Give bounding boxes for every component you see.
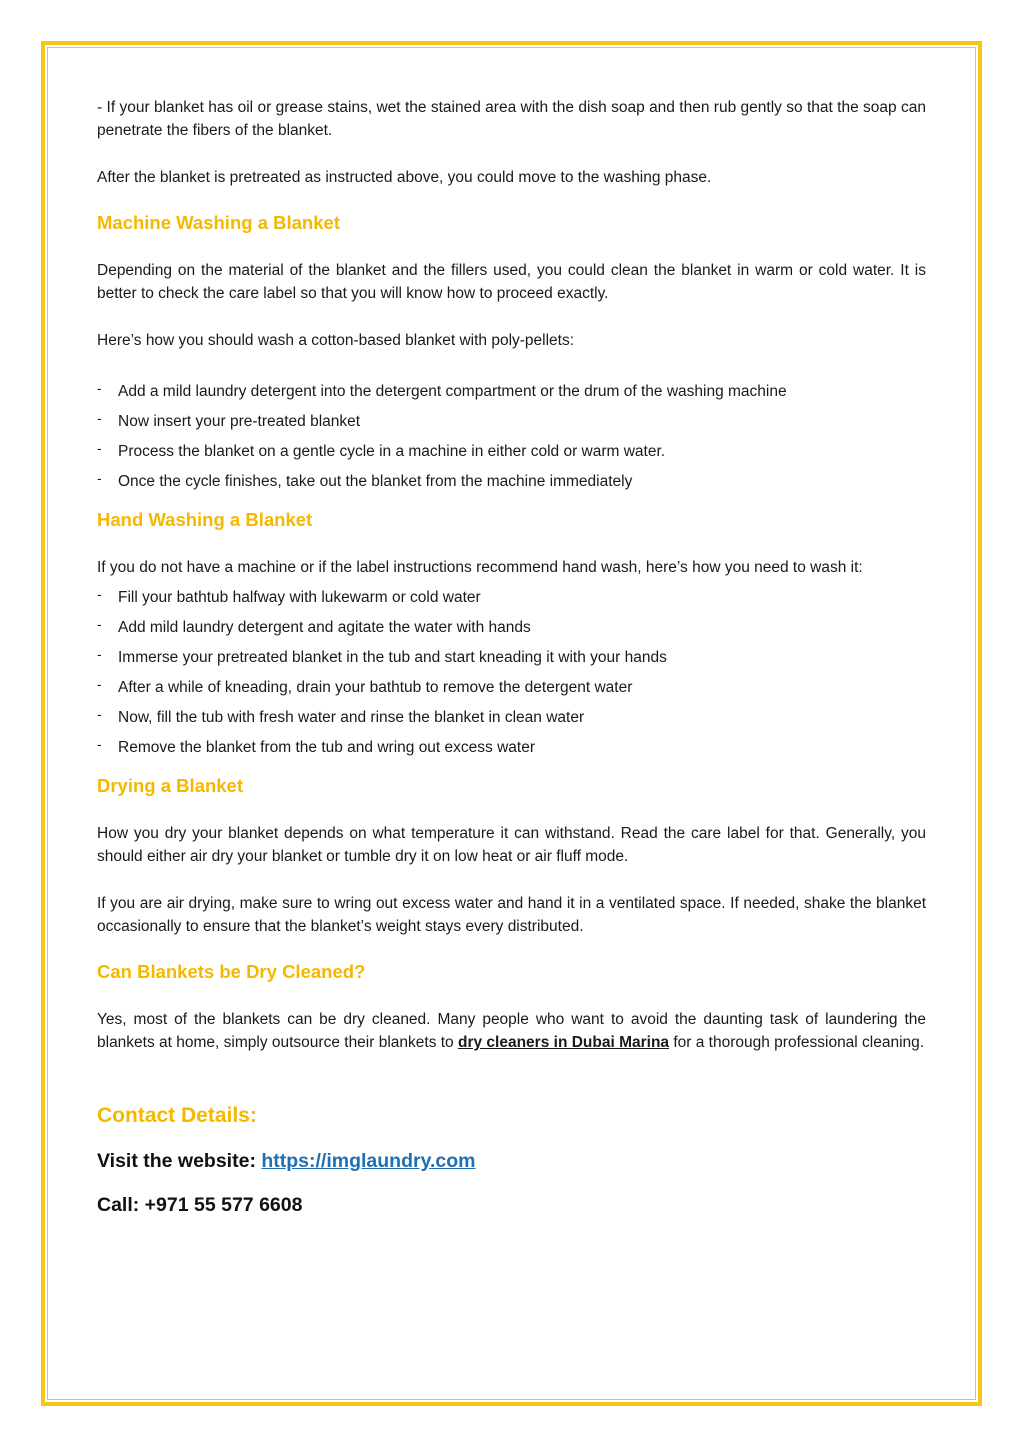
dash-bullet: - (97, 586, 102, 602)
hand-washing-heading: Hand Washing a Blanket (97, 509, 313, 530)
list-item: - Process the blanket on a gentle cycle in a machine in either cold or warm water. (97, 440, 926, 463)
list-item: - Once the cycle finishes, take out the blanket from the machine immediately (97, 470, 926, 493)
list-item: - Now insert your pre-treated blanket (97, 410, 926, 433)
machine-paragraph-2: Here’s how you should wash a cotton-based blanket with poly-pellets: (97, 332, 575, 349)
list-item: - Remove the blanket from the tub and wring out excess water (97, 736, 926, 759)
after-pretreat-paragraph: After the blanket is pretreated as instructed above, you could move to the washing phase. (97, 169, 712, 186)
call-line: Call: +971 55 577 6608 (97, 1194, 303, 1216)
oil-stain-paragraph: - If your blanket has oil or grease stains, wet the stained area with the dish soap and then rub gently so that the soap can penetrate the fibers of the blanket. (97, 99, 926, 139)
dry-clean-paragraph: Yes, most of the blankets can be dry cleaned. Many people who want to avoid the daunting task of laundering the blankets at home, simply outsource their blankets to dry cleaners in Dubai Marina for a thorough professional cleaning. (97, 1011, 926, 1051)
machine-paragraph-1: Depending on the material of the blanket and the fillers used, you could clean the blanket in warm or cold water. It is better to check the care label so that you will know how to proceed exactly. (97, 262, 926, 302)
dash-bullet: - (97, 706, 102, 722)
machine-steps-list (97, 380, 926, 493)
dry-clean-heading: Can Blankets be Dry Cleaned? (97, 961, 366, 982)
dash-bullet: - (97, 676, 102, 692)
list-item: - Add mild laundry detergent and agitate the water with hands (97, 616, 926, 639)
drying-paragraph-1: How you dry your blanket depends on what temperature it can withstand. Read the care label for that. Generally, you should either air dry your blanket or tumble dry it on low heat or air fluff mode. (97, 825, 926, 865)
list-item: - Immerse your pretreated blanket in the tub and start kneading it with your hands (97, 646, 926, 669)
dry-cleaners-link[interactable]: dry cleaners in Dubai Marina (458, 1034, 670, 1051)
list-item: - After a while of kneading, drain your bathtub to remove the detergent water (97, 676, 926, 699)
document-body (97, 96, 926, 1219)
website-line: Visit the website: https://imglaundry.com (97, 1150, 476, 1172)
drying-heading: Drying a Blanket (97, 775, 243, 796)
dash-bullet: - (97, 646, 102, 662)
list-item: - Add a mild laundry detergent into the detergent compartment or the drum of the washing machine (97, 380, 926, 403)
drying-paragraph-2: If you are air drying, make sure to wring out excess water and hand it in a ventilated space. If needed, shake the blanket occasionally to ensure that the blanket’s weight stays every distributed. (97, 895, 926, 935)
dash-bullet: - (97, 380, 102, 396)
website-link[interactable]: https://imglaundry.com (261, 1150, 476, 1172)
list-item: - Now, fill the tub with fresh water and rinse the blanket in clean water (97, 706, 926, 729)
dash-bullet: - (97, 470, 102, 486)
list-item: - Fill your bathtub halfway with lukewarm or cold water (97, 586, 926, 609)
dash-bullet: - (97, 736, 102, 752)
machine-washing-heading: Machine Washing a Blanket (97, 212, 340, 233)
contact-heading: Contact Details: (97, 1104, 257, 1127)
dash-bullet: - (97, 616, 102, 632)
dash-bullet: - (97, 440, 102, 456)
dash-bullet: - (97, 410, 102, 426)
hand-paragraph-1: If you do not have a machine or if the label instructions recommend hand wash, here’s how you need to wash it: (97, 559, 863, 576)
hand-steps-list (97, 586, 926, 759)
